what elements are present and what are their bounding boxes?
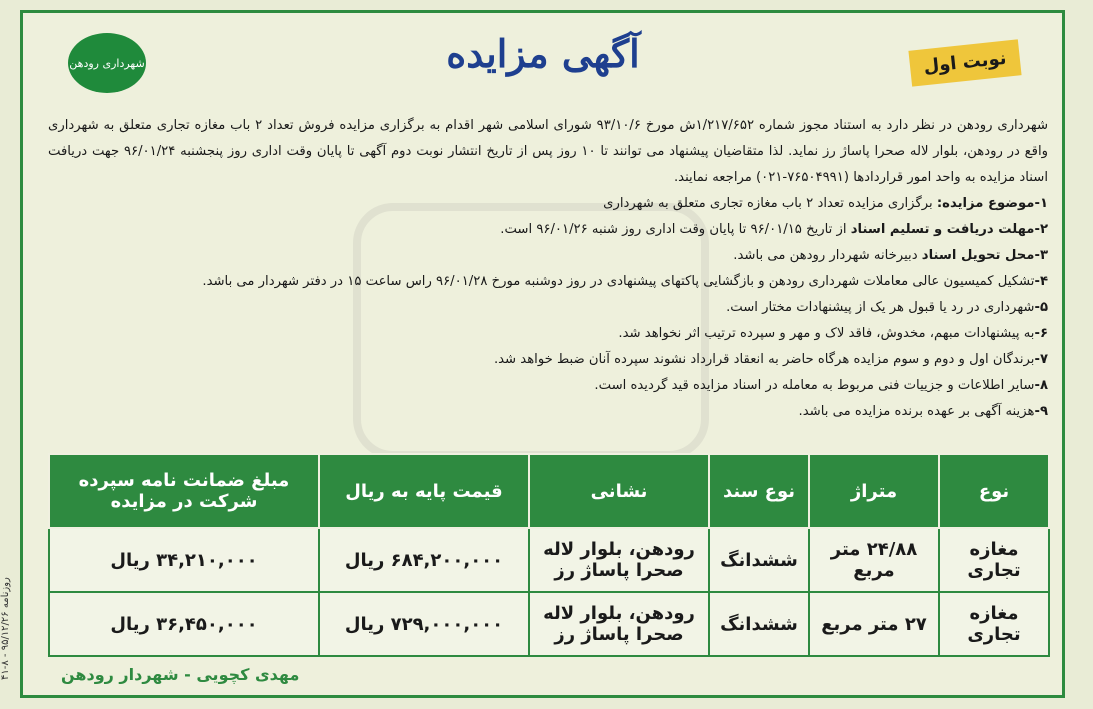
term-label: ۶- bbox=[1034, 326, 1048, 341]
table-cell: مغازه تجاری bbox=[939, 592, 1049, 656]
term-label: ۷- bbox=[1034, 352, 1048, 367]
column-header: نوع bbox=[939, 454, 1049, 528]
table-cell: ۶۸۴,۲۰۰,۰۰۰ ریال bbox=[319, 528, 529, 592]
table-cell: ششدانگ bbox=[709, 528, 809, 592]
terms-list bbox=[48, 191, 1048, 425]
term-label: ۱-موضوع مزایده: bbox=[936, 196, 1048, 211]
table-cell: رودهن، بلوار لاله صحرا پاساژ رز bbox=[529, 592, 709, 656]
auction-table bbox=[48, 453, 1050, 657]
table-cell: ۷۲۹,۰۰۰,۰۰۰ ریال bbox=[319, 592, 529, 656]
term-label: ۳-محل تحویل اسناد bbox=[921, 248, 1048, 263]
column-header: قیمت پایه به ریال bbox=[319, 454, 529, 528]
term-label: ۸- bbox=[1034, 378, 1048, 393]
term-item bbox=[48, 321, 1048, 347]
term-text: به پیشنهادات مبهم، مخدوش، فاقد لاک و مهر و سپرده ترتیب اثر نخواهد شد. bbox=[618, 326, 1035, 341]
term-item bbox=[48, 295, 1048, 321]
table-row bbox=[49, 528, 1049, 592]
column-header: نوع سند bbox=[709, 454, 809, 528]
term-label: ۵- bbox=[1034, 300, 1048, 315]
term-item bbox=[48, 347, 1048, 373]
term-label: ۹- bbox=[1034, 404, 1048, 419]
intro-paragraph: شهرداری رودهن در نظر دارد به استناد مجوز شماره ۱/۲۱۷/۶۵۲ش مورخ ۹۳/۱۰/۶ شورای اسلامی شهر اقدام به برگزاری مزایده فروش تعداد ۲ باب مغازه تجاری متعلق به شهرداری واقع در رودهن، بلوار لاله صحرا پاساژ رز نماید. لذا متقاضیان پیشنهاد می توانند تا ۱۰ روز پس از تاریخ انتشار نوبت دوم آگهی تا پایان وقت اداری روز پنجشنبه ۹۶/۰۱/۲۴ جهت دریافت اسناد مزایده به واحد امور قراردادها (۷۶۵۰۴۹۹۱-۰۲۱) مراجعه نمایند. bbox=[48, 118, 1048, 185]
column-header: متراژ bbox=[809, 454, 939, 528]
term-item bbox=[48, 191, 1048, 217]
side-publication-text: روزنامه ۹۵/۱۲/۲۶ - ۸-۴۱ bbox=[0, 577, 11, 680]
term-label: ۲-مهلت دریافت و تسلیم اسناد bbox=[850, 222, 1048, 237]
ad-title: آگهی مزایده bbox=[446, 31, 640, 76]
table-cell: ۲۷ متر مربع bbox=[809, 592, 939, 656]
table-cell: ششدانگ bbox=[709, 592, 809, 656]
term-text: برگزاری مزایده تعداد ۲ باب مغازه تجاری متعلق به شهرداری bbox=[603, 196, 933, 211]
term-item bbox=[48, 217, 1048, 243]
round-badge: نوبت اول bbox=[908, 39, 1021, 86]
term-text: دبیرخانه شهردار رودهن می باشد. bbox=[733, 248, 918, 263]
header bbox=[23, 13, 1068, 113]
term-item bbox=[48, 399, 1048, 425]
signature-footer: مهدی کچویی - شهردار رودهن bbox=[61, 665, 300, 684]
term-label: ۴- bbox=[1034, 274, 1048, 289]
table-header-row bbox=[49, 454, 1049, 528]
logo-text: شهرداری رودهن bbox=[69, 56, 145, 70]
ad-body bbox=[48, 113, 1048, 425]
term-item bbox=[48, 373, 1048, 399]
column-header: مبلغ ضمانت نامه سپرده شرکت در مزایده bbox=[49, 454, 319, 528]
term-item bbox=[48, 269, 1048, 295]
table-cell: رودهن، بلوار لاله صحرا پاساژ رز bbox=[529, 528, 709, 592]
municipality-logo bbox=[68, 33, 146, 93]
term-text: سایر اطلاعات و جزییات فنی مربوط به معامله در اسناد مزایده قید گردیده است. bbox=[594, 378, 1035, 393]
term-text: هزینه آگهی بر عهده برنده مزایده می باشد. bbox=[798, 404, 1035, 419]
term-text: شهرداری در رد یا قبول هر یک از پیشنهادات مختار است. bbox=[726, 300, 1035, 315]
table-cell: مغازه تجاری bbox=[939, 528, 1049, 592]
term-text: از تاریخ ۹۶/۰۱/۱۵ تا پایان وقت اداری روز شنبه ۹۶/۰۱/۲۶ است. bbox=[500, 222, 847, 237]
table-cell: ۳۶,۴۵۰,۰۰۰ ریال bbox=[49, 592, 319, 656]
table-cell: ۲۴/۸۸ متر مربع bbox=[809, 528, 939, 592]
column-header: نشانی bbox=[529, 454, 709, 528]
ad-frame bbox=[20, 10, 1065, 698]
term-text: تشکیل کمیسیون عالی معاملات شهرداری رودهن و بازگشایی پاکتهای پیشنهادی در روز دوشنبه مورخ ۹۶/۰۱/۲۸ راس ساعت ۱۵ در دفتر شهردار می باشد. bbox=[202, 274, 1035, 289]
table-row bbox=[49, 592, 1049, 656]
term-item bbox=[48, 243, 1048, 269]
term-text: برندگان اول و دوم و سوم مزایده هرگاه حاضر به انعقاد قرارداد نشوند سپرده آنان ضبط خواهد شد. bbox=[493, 352, 1035, 367]
table-cell: ۳۴,۲۱۰,۰۰۰ ریال bbox=[49, 528, 319, 592]
